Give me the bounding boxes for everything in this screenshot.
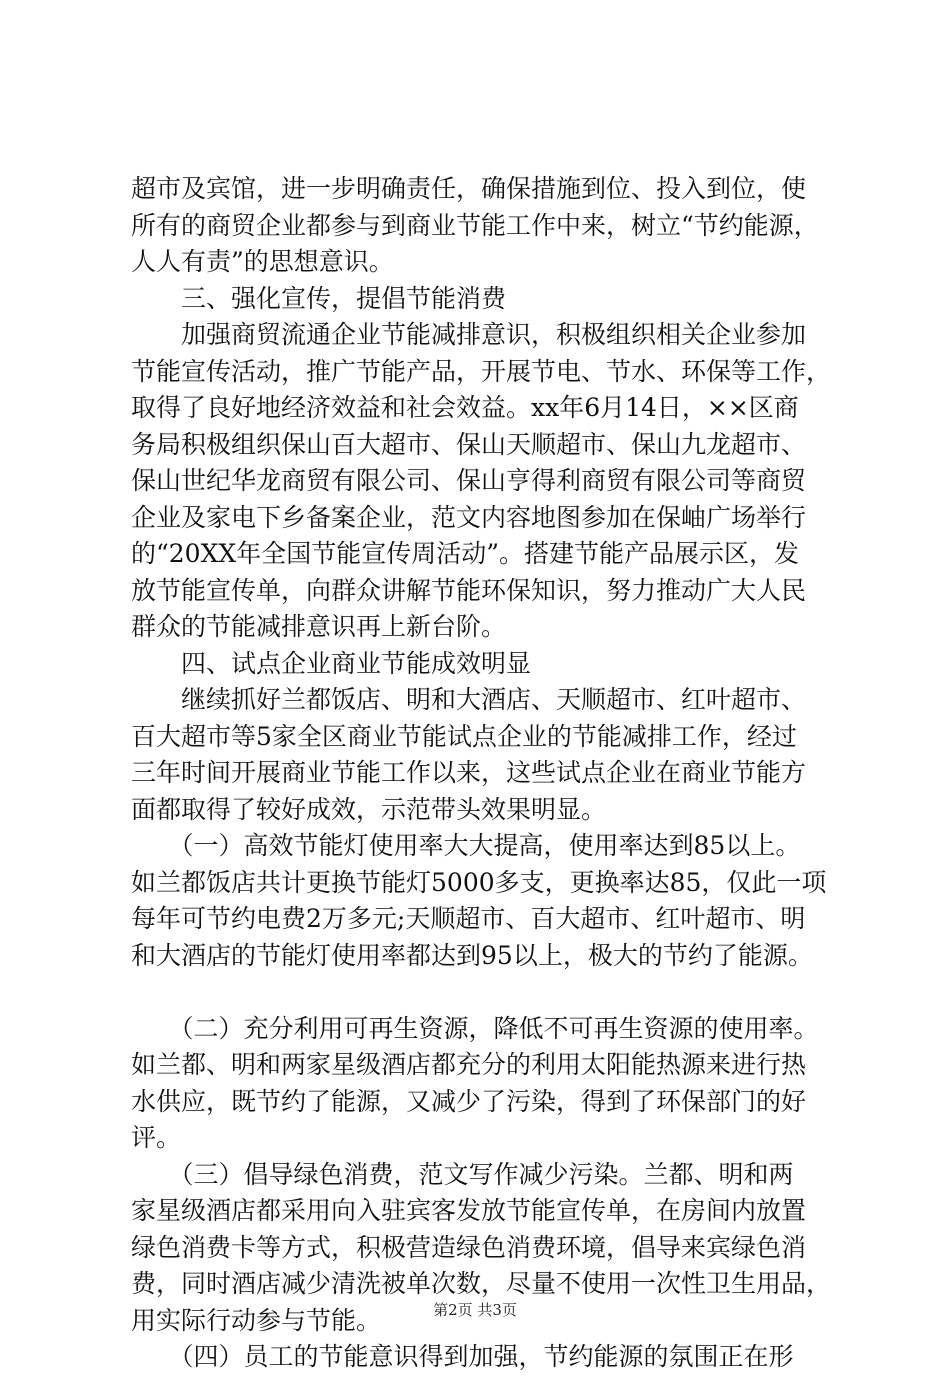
- text-line: 人人有责”的思想意识。: [131, 247, 394, 276]
- text-line: 用实际行动参与节能。: [131, 1305, 382, 1335]
- text-line: 企业及家电下乡备案企业，范文内容地图参加在保岫广场举行: [131, 502, 807, 532]
- text-line: 超市及宾馆，进一步明确责任，确保措施到位、投入到位，使: [131, 174, 807, 203]
- text-line: 绿色消费卡等方式，积极营造绿色消费环境，倡导来宾绿色消: [131, 1232, 807, 1262]
- text-line: 评。: [131, 1123, 182, 1152]
- text-line: 如兰都、明和两家星级酒店都充分的利用太阳能热源来进行热: [131, 1050, 807, 1079]
- text-line: （一）高效节能灯使用率大大提高，使用率达到85以上。: [131, 831, 801, 860]
- text-line: 百大超市等5家全区商业节能试点企业的节能减排工作，经过: [131, 721, 797, 751]
- text-line: 费，同时酒店减少清洗被单次数，尽量不使用一次性卫生用品，: [131, 1269, 832, 1298]
- document-body: [131, 171, 841, 1376]
- text-line: 放节能宣传单，向群众讲解节能环保知识，努力推动广大人民: [131, 575, 807, 605]
- section-heading: 三、强化宣传，提倡节能消费: [131, 283, 507, 313]
- text-line: 家星级酒店都采用向入驻宾客发放节能宣传单，在房间内放置: [131, 1196, 807, 1225]
- text-line: 如兰都饭店共计更换节能灯5000多支，更换率达85，仅此一项: [131, 867, 827, 897]
- text-line: 加强商贸流通企业节能减排意识，积极组织相关企业参加: [131, 320, 807, 349]
- text-line: （二）充分利用可再生资源，降低不可再生资源的使用率。: [131, 1013, 819, 1043]
- text-line: （四）员工的节能意识得到加强，节约能源的氛围正在形: [131, 1342, 794, 1371]
- text-line: 继续抓好兰都饭店、明和大酒店、天顺超市、红叶超市、: [131, 685, 807, 714]
- text-line: 的“20XX年全国节能宣传周活动”。搭建节能产品展示区，发: [131, 539, 799, 568]
- page-footer: 第2页 共3页: [433, 1301, 517, 1319]
- text-line: 务局积极组织保山百大超市、保山天顺超市、保山九龙超市、: [131, 429, 807, 459]
- text-line: 水供应，既节约了能源，又减少了污染，得到了环保部门的好: [131, 1086, 807, 1116]
- text-line: 每年可节约电费2万多元;天顺超市、百大超市、红叶超市、明: [131, 904, 806, 933]
- text-line: 群众的节能减排意识再上新台阶。: [131, 612, 507, 641]
- text-line: 节能宣传活动，推广节能产品，开展节电、节水、环保等工作，: [131, 356, 832, 386]
- paragraph-gap: [131, 974, 841, 1011]
- text-line: 保山世纪华龙商贸有限公司、保山亨得利商贸有限公司等商贸: [131, 466, 807, 495]
- section-heading: 四、试点企业商业节能成效明显: [131, 648, 532, 678]
- text-line: 取得了良好地经济效益和社会效益。xx年6月14日，××区商: [131, 393, 799, 422]
- text-line: 三年时间开展商业节能工作以来，这些试点企业在商业节能方: [131, 758, 807, 787]
- text-line: 所有的商贸企业都参与到商业节能工作中来，树立“节约能源，: [131, 210, 819, 240]
- text-line: 和大酒店的节能灯使用率都达到95以上，极大的节约了能源。: [131, 940, 813, 970]
- text-line: （三）倡导绿色消费，范文写作减少污染。兰都、明和两: [131, 1159, 794, 1189]
- text-line: 面都取得了较好成效，示范带头效果明显。: [131, 794, 607, 824]
